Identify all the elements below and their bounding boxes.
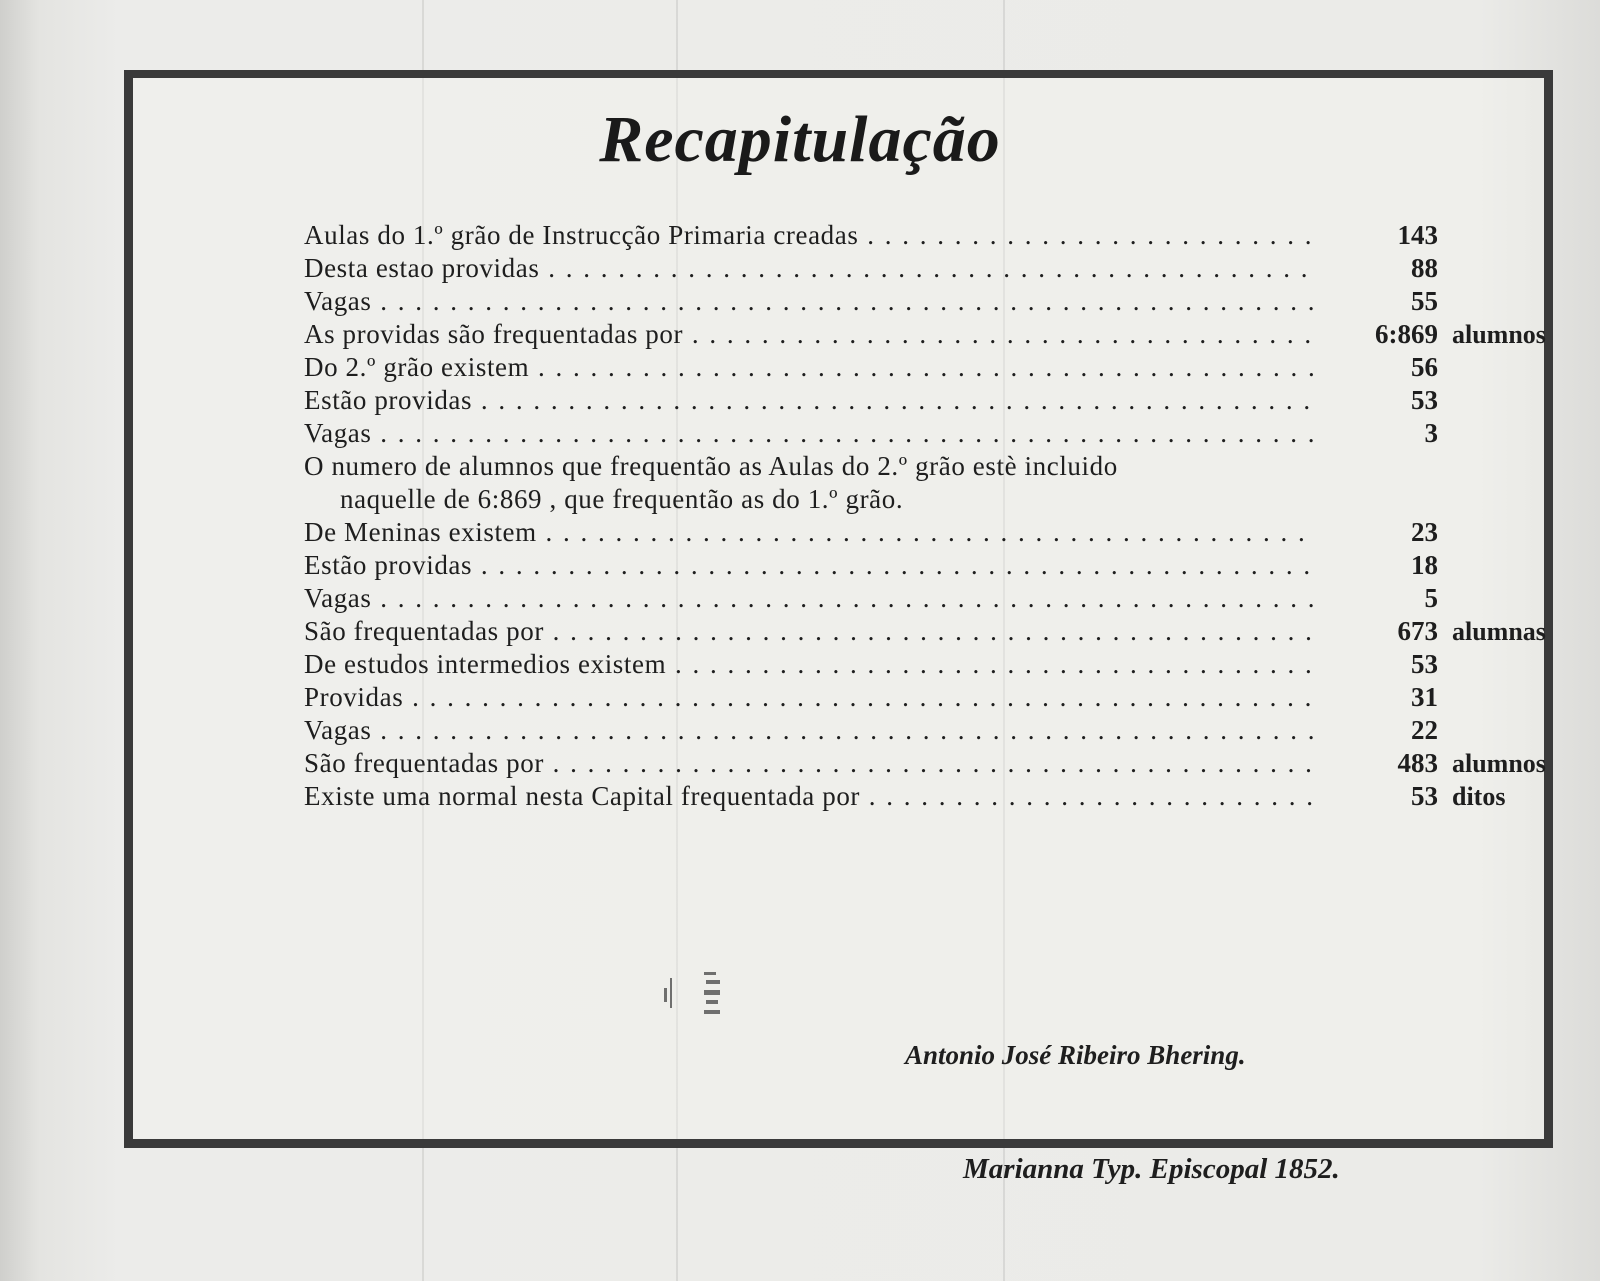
table-row [304,549,1564,582]
row-label: Vagas . . . [304,285,1314,318]
row-label: Vagas . . . [304,714,1314,747]
row-value: 31 [1411,682,1438,712]
document-title: Recapitulação [599,103,1001,176]
row-label: Aulas do 1.º grão de Instrucção Primaria creadas . . . [304,219,1314,252]
table-row [304,417,1564,450]
printer-imprint: Marianna Typ. Episcopal 1852. [963,1153,1340,1185]
row-label: De estudos intermedios existem . . . [304,648,1314,681]
row-value: 22 [1411,715,1438,745]
row-unit: alumnos [1452,749,1546,778]
table-row [304,285,1564,318]
ink-stamp-mark [660,968,740,1028]
table-row [304,615,1564,648]
table-row [304,351,1564,384]
table-row [304,747,1564,780]
row-label: Existe uma normal nesta Capital frequentada por . . . [304,780,1314,813]
row-label: As providas são frequentadas por . . . [304,318,1314,351]
explanatory-note [304,450,1314,516]
row-value: 56 [1411,352,1438,382]
row-label: Providas . . . [304,681,1314,714]
row-value: 53 [1411,781,1438,811]
row-value: 673 [1397,616,1438,646]
row-label: São frequentadas por . . . [304,747,1314,780]
row-label: São frequentadas por . . . [304,615,1314,648]
row-label: Estão providas . . . [304,549,1314,582]
row-value: 3 [1424,418,1438,448]
table-row [304,780,1564,813]
table-row [304,252,1564,285]
signature: Antonio José Ribeiro Bhering. [905,1040,1246,1070]
row-value: 483 [1397,748,1438,778]
table-row [304,681,1564,714]
row-value: 53 [1411,385,1438,415]
note-line-1: O numero de alumnos que frequentão as Aulas do 2.º grão estè incluido [304,451,1118,481]
table-row [304,582,1564,615]
row-unit: alumnas [1452,617,1546,646]
row-value: 55 [1411,286,1438,316]
table-row [304,384,1564,417]
row-label: Estão providas . . . [304,384,1314,417]
row-value: 18 [1411,550,1438,580]
row-label: Vagas . . . [304,417,1314,450]
row-label: De Meninas existem . . . [304,516,1314,549]
table-row [304,648,1564,681]
row-label: Desta estao providas . . . [304,252,1314,285]
row-unit: ditos [1452,782,1506,811]
row-unit: alumnos [1452,320,1546,349]
row-value: 88 [1411,253,1438,283]
table-row [304,318,1564,351]
row-label: Vagas . . . [304,582,1314,615]
note-line-2: naquelle de 6:869 , que frequentão as do 1.º grão. [340,484,904,514]
row-value: 6:869 [1375,319,1438,349]
row-value: 5 [1424,583,1438,613]
row-label: Do 2.º grão existem . . . [304,351,1314,384]
summary-table [304,219,1564,813]
row-value: 23 [1411,517,1438,547]
table-row [304,516,1564,549]
table-row [304,714,1564,747]
table-row [304,219,1564,252]
row-value: 53 [1411,649,1438,679]
row-value: 143 [1397,220,1438,250]
